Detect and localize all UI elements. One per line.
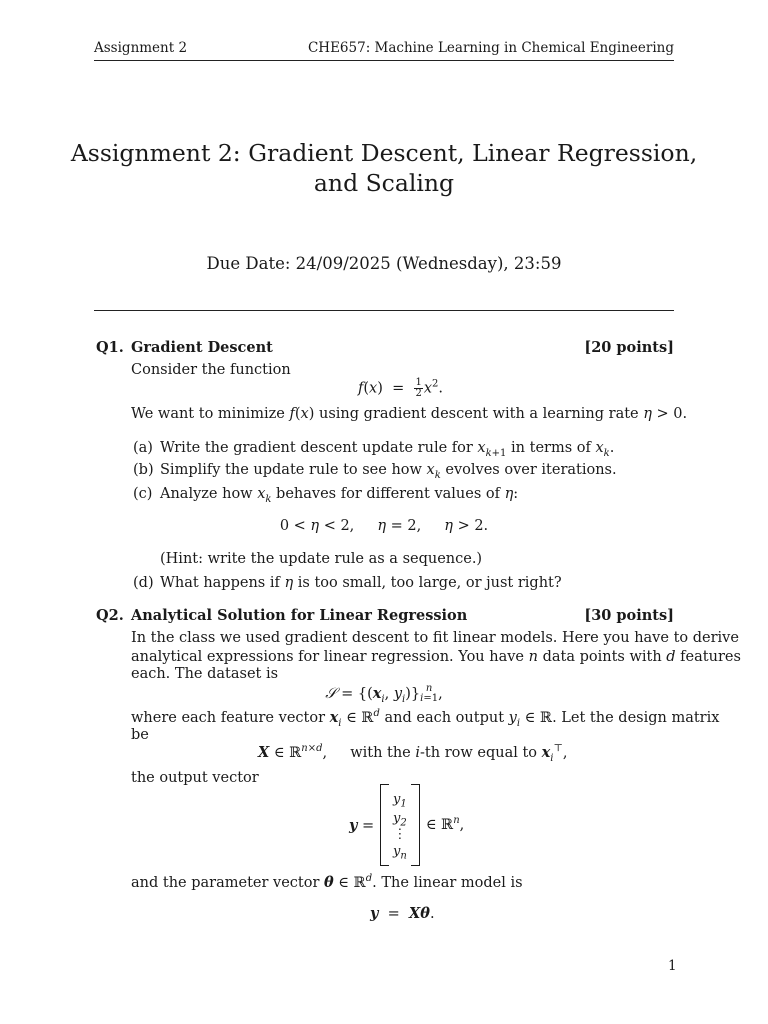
q1-item-d-label: (d) bbox=[133, 575, 154, 591]
q2-feature-line: where each feature vector $x_i$ ∈ ℝ$^d$ and each output $y_i$ ∈ ℝ. Let the design matrix bbox=[131, 708, 720, 729]
q1-item-b-text-a: Simplify the update rule to see how bbox=[160, 462, 427, 478]
q1-hint: (Hint: write the update rule as a sequence.) bbox=[160, 551, 483, 567]
title-line-1: Assignment 2: Gradient Descent, Linear Regression, bbox=[70, 139, 698, 167]
q2-dataset-equation: 𝒮 = {($x_i$, $y_i$)} n i=1 , bbox=[325, 683, 443, 705]
q1-item-c-text-b: behaves for different values of bbox=[271, 486, 505, 502]
q1-item-b-label: (b) bbox=[133, 462, 154, 478]
q2-para-line-3: each. The dataset is bbox=[131, 666, 279, 682]
q2-para-line-2a: analytical expressions for linear regression. You have bbox=[131, 649, 529, 665]
q2-para-line-2: analytical expressions for linear regression. You have n data points with d features bbox=[131, 649, 741, 665]
q2-title: Analytical Solution for Linear Regression bbox=[131, 607, 468, 624]
due-date: Due Date: 24/09/2025 (Wednesday), 23:59 bbox=[206, 254, 562, 273]
q2-output-vector-label: the output vector bbox=[131, 770, 259, 786]
q1-item-c-text-a: Analyze how bbox=[160, 486, 258, 502]
q2-para-line-2b: data points with bbox=[537, 649, 667, 665]
q1-item-d-text-b: is too small, too large, or just right? bbox=[293, 575, 562, 591]
q1-goal-text-a: We want to minimize bbox=[131, 406, 290, 422]
q2-output-vector-matrix bbox=[380, 784, 464, 866]
left-bracket bbox=[380, 784, 389, 866]
q1-item-a-text-b: in terms of bbox=[506, 440, 596, 456]
header-rule bbox=[94, 60, 674, 61]
q1-item-b-text-b: evolves over iterations. bbox=[440, 462, 617, 478]
q2-linear-model-equation: y = Xθ. bbox=[370, 905, 435, 922]
q2-feature-text-a: where each feature vector bbox=[131, 710, 330, 726]
q2-label: Q2. bbox=[96, 607, 124, 624]
vector-entries: $y_1$ $y_2$ ⋮ $y_n$ bbox=[393, 791, 407, 862]
q1-intro: Consider the function bbox=[131, 362, 291, 378]
vector-space: ∈ ℝ$^n$, bbox=[425, 815, 465, 833]
q2-para-line-1: In the class we used gradient descent to fit linear models. Here you have to derive bbox=[131, 630, 739, 646]
q1-item-a-text-a: Write the gradient descent update rule for bbox=[160, 440, 478, 456]
q2-para-line-2c: features bbox=[675, 649, 741, 665]
q1-title: Gradient Descent bbox=[131, 339, 273, 356]
q2-points: [30 points] bbox=[584, 607, 674, 624]
q1-eta-cases: 0 < η < 2, η = 2, η > 2. bbox=[279, 518, 489, 534]
q2-row-text-a: with the bbox=[350, 745, 416, 761]
q1-item-d-text-a: What happens if bbox=[160, 575, 285, 591]
q2-feature-text-b: and each output bbox=[379, 710, 509, 726]
q2-param-text-b: . The linear model is bbox=[372, 875, 523, 891]
page-number: 1 bbox=[668, 958, 677, 974]
q1-item-a: Write the gradient descent update rule for $x_{k+1}$ in terms of $x_k$. bbox=[160, 440, 615, 459]
q2-row-text-b: -th row equal to bbox=[420, 745, 542, 761]
q1-points: [20 points] bbox=[584, 339, 674, 356]
q1-goal: We want to minimize f(x) using gradient descent with a learning rate η > 0. bbox=[131, 406, 688, 422]
q2-param-text-a: and the parameter vector bbox=[131, 875, 325, 891]
q1-item-c-label: (c) bbox=[133, 486, 153, 502]
title-line-2: and Scaling bbox=[313, 169, 455, 197]
header-assignment-label: Assignment 2 bbox=[94, 40, 188, 56]
page-title bbox=[60, 138, 708, 198]
q1-item-b: Simplify the update rule to see how $x_k$ evolves over iterations. bbox=[160, 462, 617, 481]
q2-parameter-line: and the parameter vector θ ∈ ℝ$^d$. The linear model is bbox=[131, 873, 523, 891]
q1-item-a-label: (a) bbox=[133, 440, 153, 456]
q1-item-c: Analyze how $x_k$ behaves for different values of η: bbox=[160, 486, 519, 505]
running-header bbox=[94, 40, 674, 60]
q2-feature-line-2: be bbox=[131, 727, 149, 743]
q1-goal-text-b: using gradient descent with a learning rate bbox=[314, 406, 644, 422]
header-course-title: CHE657: Machine Learning in Chemical Engineering bbox=[307, 40, 674, 56]
q1-label: Q1. bbox=[96, 339, 124, 356]
q2-design-matrix-equation: X ∈ ℝ$^{n\times d}$, with the i-th row equal to $x_i^⊤$, bbox=[258, 743, 568, 764]
q2-y-symbol: y = bbox=[349, 817, 375, 834]
q1-function-equation: f(x) = $\frac{1}{2}$ $x^2$. bbox=[358, 377, 444, 399]
q2-feature-text-c: . Let the design matrix bbox=[552, 710, 720, 726]
right-bracket bbox=[411, 784, 420, 866]
q1-item-d: What happens if η is too small, too large, or just right? bbox=[160, 575, 562, 591]
title-rule bbox=[94, 310, 674, 311]
